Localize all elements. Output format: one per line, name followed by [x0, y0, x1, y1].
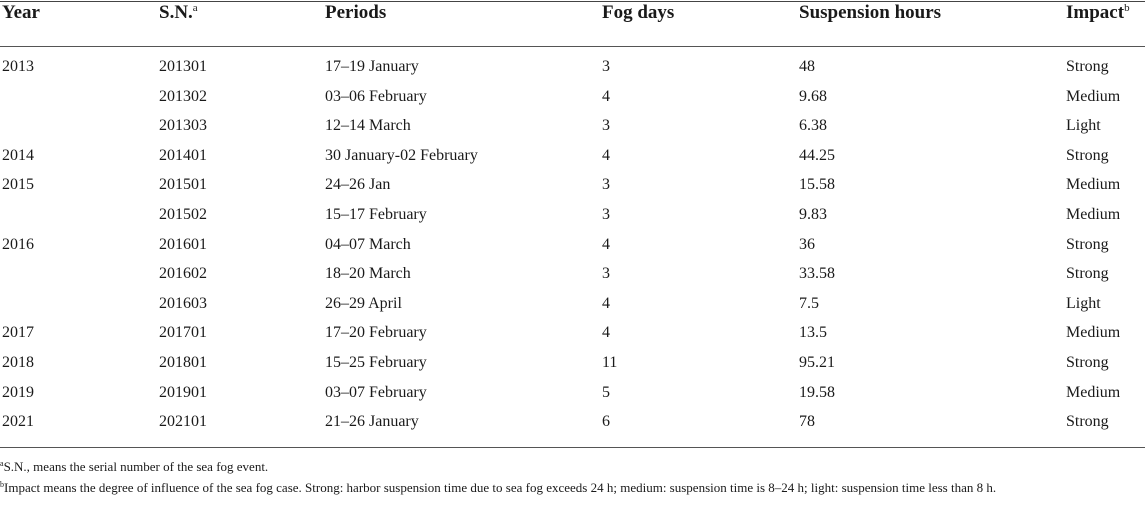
impact-cell: Medium: [1066, 87, 1121, 105]
period-cell: 30 January-02 February: [325, 146, 478, 164]
impact-cell: Medium: [1066, 205, 1121, 223]
sn-cell: 202101: [159, 413, 207, 431]
fog-days-cell: 4: [602, 87, 610, 105]
header-suspension-hours: Suspension hours: [799, 2, 942, 23]
sn-cell: 201502: [159, 205, 207, 223]
header-year: Year: [2, 2, 40, 23]
fog-days-cell: 3: [602, 176, 610, 194]
suspension-hours-cell: 44.25: [799, 146, 835, 164]
year-cell: 2017: [2, 324, 34, 342]
fog-days-cell: 6: [602, 413, 610, 431]
year-cell: 2016: [2, 235, 34, 253]
table-row: [0, 293, 1145, 323]
year-cell: 2014: [2, 146, 34, 164]
table-row: [0, 174, 1145, 204]
fog-days-cell: 3: [602, 265, 610, 283]
year-cell: 2019: [2, 383, 34, 401]
period-cell: 18–20 March: [325, 265, 411, 283]
suspension-hours-cell: 95.21: [799, 353, 835, 371]
period-cell: 24–26 Jan: [325, 176, 391, 194]
table-row: [0, 86, 1145, 116]
table-row: [0, 56, 1145, 86]
suspension-hours-cell: 78: [799, 413, 815, 431]
year-cell: 2021: [2, 413, 34, 431]
footnote-b: $^b$Impact means the degree of influence of the sea fog case. Strong: harbor suspension time due to sea fog exceeds 24 h; medium: suspension time is 8–24 h; light: suspension time less than 8 h.: [0, 480, 997, 495]
suspension-hours-cell: 48: [799, 58, 815, 75]
period-cell: 21–26 January: [325, 413, 419, 431]
table-row: [0, 115, 1145, 145]
table-row: [0, 411, 1145, 441]
fog-days-cell: 3: [602, 205, 610, 223]
fog-days-cell: 4: [602, 235, 610, 253]
fog-days-cell: 3: [602, 117, 610, 135]
suspension-hours-cell: 19.58: [799, 383, 835, 401]
suspension-hours-cell: 13.5: [799, 324, 827, 342]
fog-days-cell: 4: [602, 146, 610, 164]
sn-cell: 201901: [159, 383, 207, 401]
fog-days-cell: 11: [602, 353, 618, 371]
suspension-hours-cell: 9.68: [799, 87, 827, 105]
period-cell: 15–25 February: [325, 353, 427, 371]
header-fog-days: Fog days: [602, 2, 675, 23]
table-bottom-rule: [0, 447, 1145, 448]
year-cell: 2018: [2, 353, 34, 371]
table-body: [0, 56, 1145, 441]
period-cell: 04–07 March: [325, 235, 411, 253]
sn-cell: 201501: [159, 176, 207, 194]
period-cell: 03–07 February: [325, 383, 427, 401]
period-cell: 26–29 April: [325, 294, 402, 312]
impact-cell: Medium: [1066, 324, 1121, 342]
impact-cell: Medium: [1066, 176, 1121, 194]
period-cell: 15–17 February: [325, 205, 427, 223]
period-cell: 17–19 January: [325, 58, 419, 75]
suspension-hours-cell: 9.83: [799, 205, 827, 223]
period-cell: 17–20 February: [325, 324, 427, 342]
table-row: [0, 145, 1145, 175]
impact-cell: Strong: [1066, 146, 1109, 164]
header-impact: Impact$^b$: [1066, 2, 1130, 23]
fog-days-cell: 4: [602, 294, 610, 312]
sn-cell: 201701: [159, 324, 207, 342]
year-cell: 2015: [2, 176, 34, 194]
sn-cell: 201602: [159, 265, 207, 283]
table-row: [0, 263, 1145, 293]
table-row: [0, 204, 1145, 234]
sn-cell: 201301: [159, 58, 207, 75]
period-cell: 03–06 February: [325, 87, 427, 105]
impact-cell: Medium: [1066, 383, 1121, 401]
sn-cell: 201601: [159, 235, 207, 253]
table-row: [0, 322, 1145, 352]
table-row: [0, 352, 1145, 382]
table-row: [0, 234, 1145, 264]
impact-cell: Light: [1066, 294, 1101, 312]
sn-cell: 201302: [159, 87, 207, 105]
table-row: [0, 382, 1145, 412]
impact-cell: Strong: [1066, 235, 1109, 253]
footnote-a: $^a$S.N., means the serial number of the sea fog event.: [0, 459, 269, 474]
impact-cell: Light: [1066, 117, 1101, 135]
fog-days-cell: 3: [602, 58, 610, 75]
fog-days-cell: 5: [602, 383, 610, 401]
header-sn: S.N.$^a$: [159, 2, 198, 23]
suspension-hours-cell: 36: [799, 235, 815, 253]
suspension-hours-cell: 33.58: [799, 265, 835, 283]
period-cell: 12–14 March: [325, 117, 411, 135]
sn-cell: 201303: [159, 117, 207, 135]
impact-cell: Strong: [1066, 413, 1109, 431]
suspension-hours-cell: 15.58: [799, 176, 835, 194]
impact-cell: Strong: [1066, 58, 1109, 75]
impact-cell: Strong: [1066, 353, 1109, 371]
sn-cell: 201801: [159, 353, 207, 371]
suspension-hours-cell: 6.38: [799, 117, 827, 135]
sn-cell: 201401: [159, 146, 207, 164]
impact-cell: Strong: [1066, 265, 1109, 283]
fog-days-cell: 4: [602, 324, 610, 342]
sn-cell: 201603: [159, 294, 207, 312]
suspension-hours-cell: 7.5: [799, 294, 819, 312]
header-rule: [0, 46, 1145, 47]
header-periods: Periods: [325, 2, 387, 23]
year-cell: 2013: [2, 58, 34, 75]
